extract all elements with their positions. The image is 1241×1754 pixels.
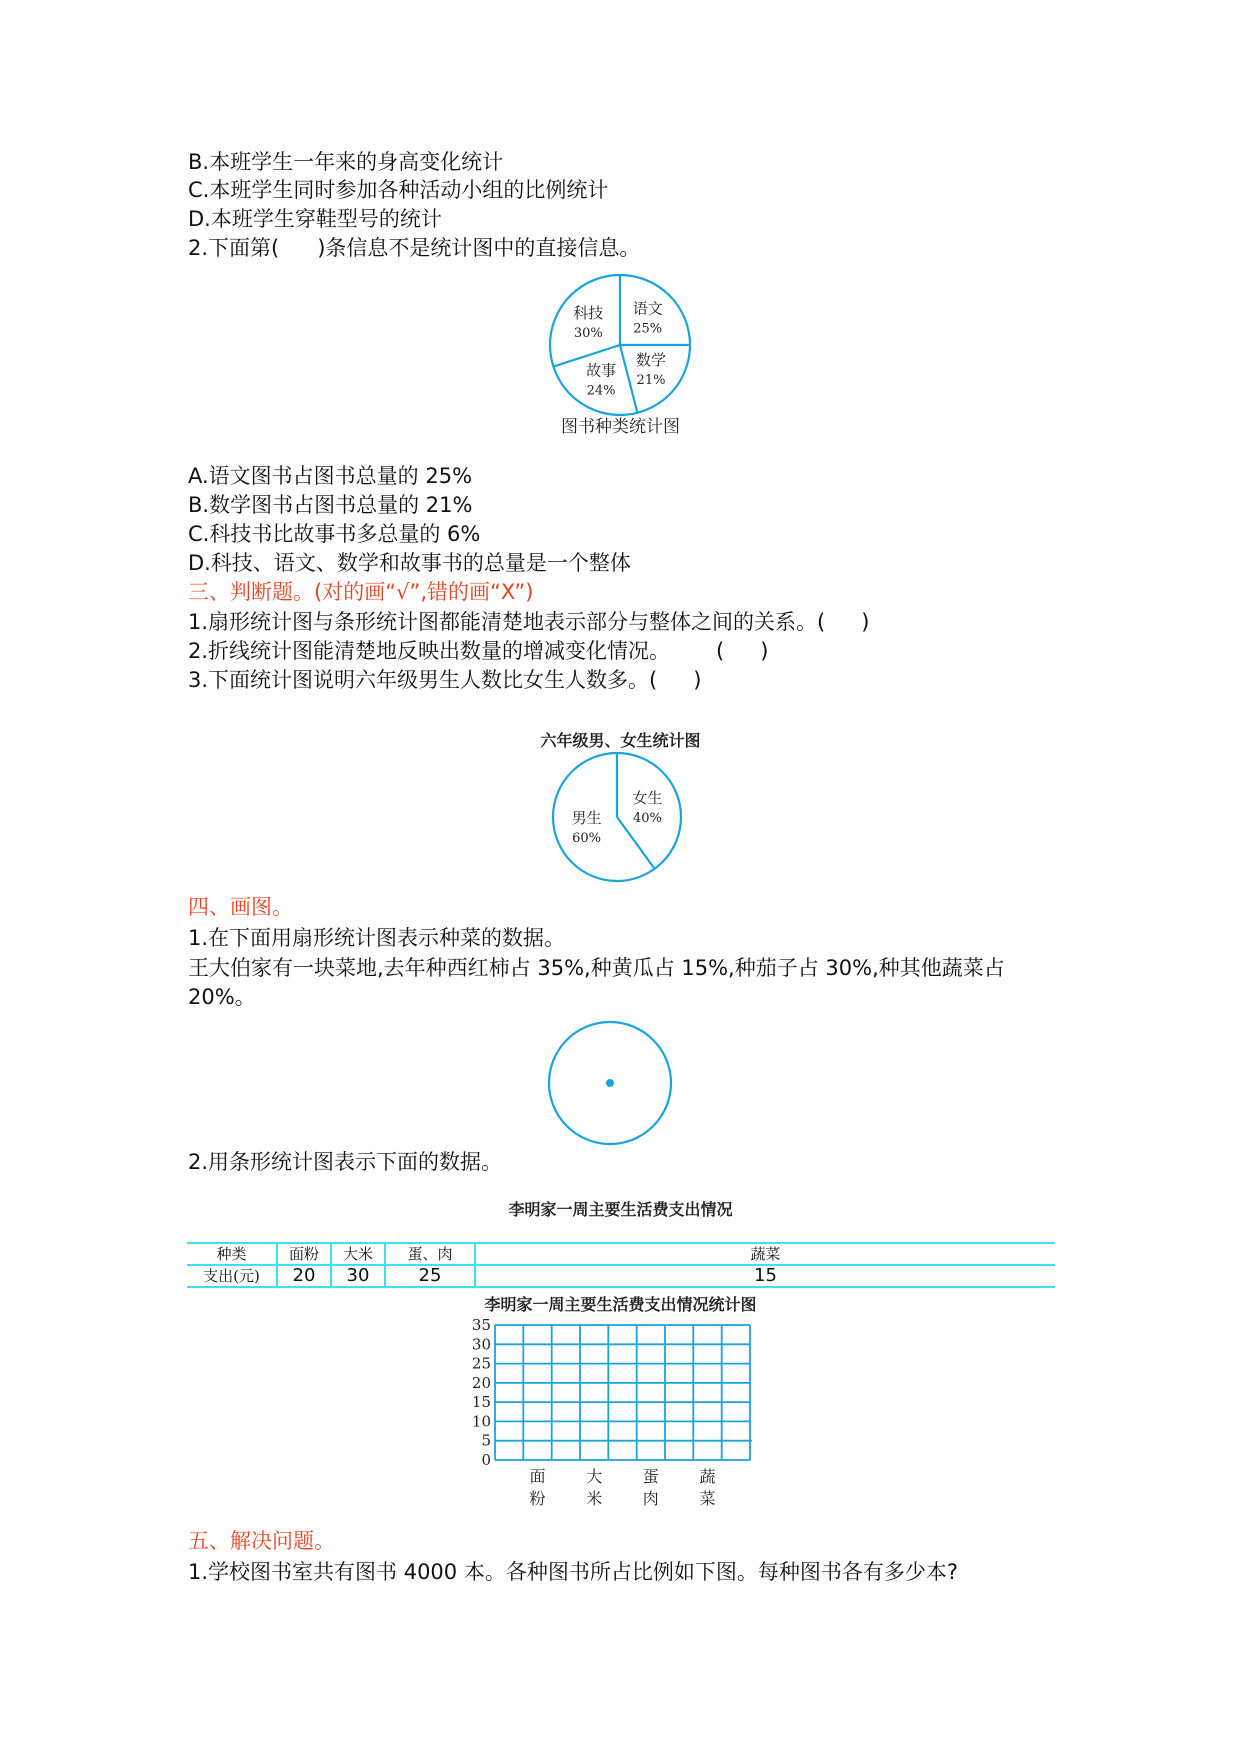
table-header-row (187, 1243, 1055, 1265)
x-category-label: 米 (586, 1489, 603, 1508)
gender-pie-chart (545, 748, 690, 888)
solve-q1: 1.学校图书室共有图书 4000 本。各种图书所占比例如下图。每种图书各有多少本? (188, 1560, 958, 1584)
book-pie-slice-label: 数学 (635, 351, 667, 369)
gender-pie-slice-value: 60% (572, 830, 602, 846)
judge-item-2-text: 2.折线统计图能清楚地反映出数量的增减变化情况。 (188, 639, 671, 663)
y-tick-label: 25 (471, 1354, 491, 1373)
q2-option-a: A.语文图书占图书总量的 25% (188, 464, 473, 488)
y-tick-label: 30 (471, 1335, 491, 1354)
draw-q1-body-line2: 20%。 (188, 985, 256, 1009)
table-header-cell: 蔬菜 (475, 1243, 1055, 1265)
book-pie-slice-value: 30% (573, 326, 603, 341)
draw-q2-title: 2.用条形统计图表示下面的数据。 (188, 1150, 503, 1174)
x-category-label: 菜 (699, 1489, 716, 1508)
judge-item-2 (188, 637, 768, 665)
question-2-prefix: 2.下面第( (188, 236, 280, 260)
x-category-label: 大 (586, 1467, 603, 1486)
table-header-cell: 面粉 (277, 1243, 331, 1265)
bar-chart-title: 李明家一周主要生活费支出情况统计图 (484, 1295, 757, 1314)
question-2-suffix: )条信息不是统计图中的直接信息。 (317, 236, 641, 260)
judge-item-1-close: ) (861, 610, 870, 634)
judge-item-3-close: ) (693, 668, 702, 692)
x-category-label: 蔬 (699, 1467, 716, 1486)
y-tick-label: 5 (481, 1431, 491, 1450)
judge-item-1 (188, 608, 869, 636)
judge-item-3 (188, 666, 701, 694)
draw-q1-body-line1: 王大伯家有一块菜地,去年种西红柿占 35%,种黄瓜占 15%,种茄子占 30%,种其他蔬菜占 (188, 956, 1005, 980)
question-2 (188, 234, 640, 262)
book-pie-slice-value: 24% (586, 383, 616, 399)
gender-pie-slice-value: 40% (632, 811, 662, 827)
section-3-heading: 三、判断题。(对的画“√”,错的画“X”) (188, 580, 534, 604)
table-row (187, 1265, 1055, 1287)
expense-table (187, 1242, 1055, 1288)
table-header-cell: 蛋、肉 (385, 1243, 475, 1265)
judge-item-3-text: 3.下面统计图说明六年级男生人数比女生人数多。( (188, 668, 658, 692)
judge-item-1-text: 1.扇形统计图与条形统计图都能清楚地表示部分与整体之间的关系。( (188, 610, 826, 634)
book-pie-slice-label: 科技 (573, 304, 604, 322)
book-type-pie-chart (540, 272, 700, 420)
x-category-label: 面 (529, 1467, 546, 1486)
book-pie-slice-label: 语文 (632, 299, 663, 318)
judge-item-2-open: ( (716, 639, 725, 663)
option-d-top: D.本班学生穿鞋型号的统计 (188, 207, 442, 231)
table-cell: 支出(元) (187, 1265, 277, 1287)
book-pie-slice-label: 故事 (586, 361, 617, 380)
table-header-cell: 种类 (187, 1243, 277, 1265)
y-tick-label: 0 (481, 1451, 491, 1469)
gender-pie-slice-label: 男生 (571, 808, 602, 827)
y-tick-label: 10 (471, 1412, 491, 1431)
blank-pie-circle[interactable] (548, 1020, 678, 1150)
section-5-heading: 五、解决问题。 (188, 1529, 335, 1553)
table-cell: 30 (331, 1265, 385, 1287)
table-cell: 20 (277, 1265, 331, 1287)
book-pie-slice-2-boundary (620, 345, 637, 413)
y-tick-label: 15 (471, 1393, 491, 1412)
judge-item-2-close: ) (760, 639, 769, 663)
x-category-label: 蛋 (642, 1467, 659, 1486)
book-pie-slice-value: 25% (633, 321, 663, 337)
option-b-top: B.本班学生一年来的身高变化统计 (188, 150, 504, 174)
x-category-label: 粉 (529, 1489, 546, 1508)
q2-option-b: B.数学图书占图书总量的 21% (188, 493, 473, 517)
option-c-top: C.本班学生同时参加各种活动小组的比例统计 (188, 178, 609, 202)
bar-chart-grid[interactable] (455, 1312, 775, 1512)
q2-option-c: C.科技书比故事书多总量的 6% (188, 522, 481, 546)
gender-pie-slice-label: 女生 (632, 789, 663, 808)
q2-option-d: D.科技、语文、数学和故事书的总量是一个整体 (188, 551, 631, 575)
draw-q1-title: 1.在下面用扇形统计图表示种菜的数据。 (188, 926, 566, 950)
table-cell: 25 (385, 1265, 475, 1287)
book-type-chart-caption: 图书种类统计图 (561, 417, 680, 437)
table-cell: 15 (475, 1265, 1055, 1287)
expense-table-title: 李明家一周主要生活费支出情况 (508, 1200, 733, 1219)
circle-center-dot (606, 1079, 614, 1087)
y-tick-label: 35 (471, 1316, 491, 1334)
y-tick-label: 20 (471, 1373, 491, 1392)
x-category-label: 肉 (642, 1489, 659, 1508)
table-header-cell: 大米 (331, 1243, 385, 1265)
section-4-heading: 四、画图。 (188, 895, 293, 919)
gender-chart-title: 六年级男、女生统计图 (540, 731, 701, 750)
book-pie-slice-value: 21% (636, 373, 666, 388)
